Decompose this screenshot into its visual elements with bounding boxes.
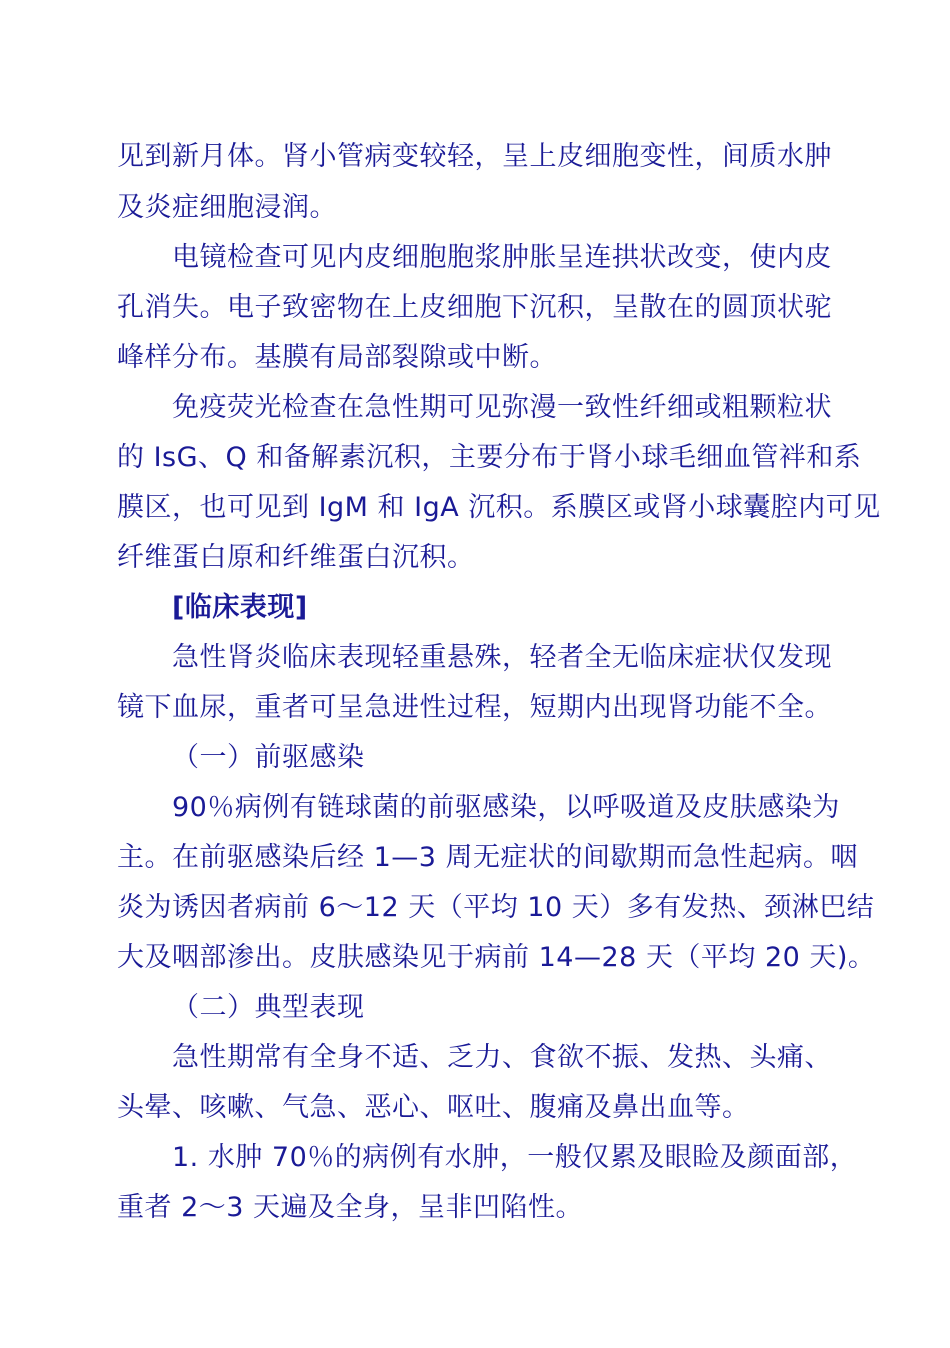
text-line-2: 及炎症细胞浸润。	[117, 192, 337, 223]
subheading-typical-manifestation: （二）典型表现	[172, 992, 365, 1023]
paragraph-acute-phase: 急性期常有全身不适、乏力、食欲不振、发热、头痛、	[172, 1042, 832, 1073]
text-line-20: 头晕、咳嗽、气急、恶心、呕吐、腹痛及鼻出血等。	[117, 1092, 750, 1123]
section-heading-clinical: [临床表现]	[172, 592, 308, 623]
paragraph-immunofluorescence: 免疫荧光检查在急性期可见弥漫一致性纤细或粗颗粒状	[172, 392, 832, 423]
paragraph-prodromal: 90％病例有链球菌的前驱感染，以呼吸道及皮肤感染为	[172, 792, 840, 823]
text-line-7: 的 IsG、Q 和备解素沉积，主要分布于肾小球毛细血管袢和系	[117, 442, 862, 473]
paragraph-electron-microscopy: 电镜检查可见内皮细胞胞浆肿胀呈连拱状改变，使内皮	[172, 242, 832, 273]
text-line-22: 重者 2～3 天遍及全身，呈非凹陷性。	[117, 1192, 584, 1223]
text-line-17: 大及咽部渗出。皮肤感染见于病前 14—28 天（平均 20 天)。	[117, 942, 876, 973]
text-line-9: 纤维蛋白原和纤维蛋白沉积。	[117, 542, 475, 573]
text-line-1: 见到新月体。肾小管病变较轻，呈上皮细胞变性，间质水肿	[117, 141, 832, 172]
text-line-16: 炎为诱因者病前 6～12 天（平均 10 天）多有发热、颈淋巴结	[117, 892, 875, 923]
text-line-12: 镜下血尿，重者可呈急进性过程，短期内出现肾功能不全。	[117, 692, 832, 723]
subheading-prodromal-infection: （一）前驱感染	[172, 742, 365, 773]
paragraph-edema: 1. 水肿 70％的病例有水肿，一般仅累及眼睑及颜面部，	[172, 1142, 858, 1173]
text-line-4: 孔消失。电子致密物在上皮细胞下沉积，呈散在的圆顶状驼	[117, 292, 832, 323]
paragraph-clinical-overview: 急性肾炎临床表现轻重悬殊，轻者全无临床症状仅发现	[172, 642, 832, 673]
text-line-15: 主。在前驱感染后经 1—3 周无症状的间歇期而急性起病。咽	[117, 842, 859, 873]
text-line-5: 峰样分布。基膜有局部裂隙或中断。	[117, 342, 557, 373]
text-line-8: 膜区，也可见到 IgM 和 IgA 沉积。系膜区或肾小球囊腔内可见	[117, 492, 881, 523]
